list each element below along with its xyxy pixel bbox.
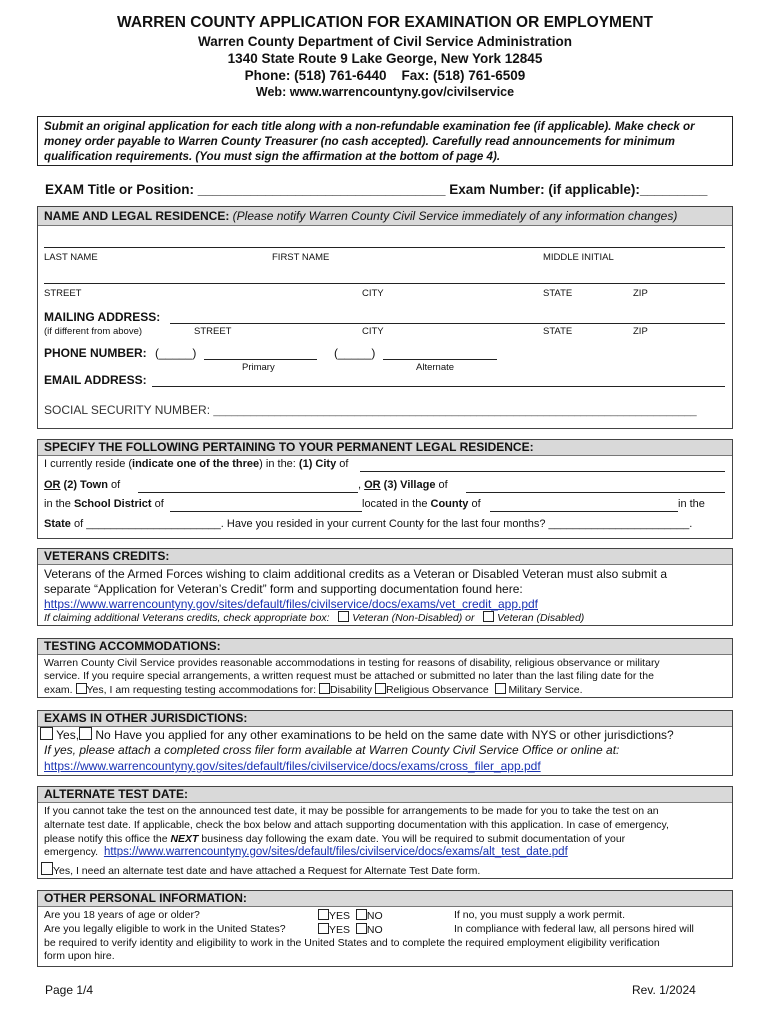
- alternate-text-4-row: [44, 846, 568, 858]
- eligible-options: [318, 923, 383, 936]
- form-title: WARREN COUNTY APPLICATION FOR EXAMINATION OR EMPLOYMENT: [117, 14, 653, 31]
- alternate-text-3: [44, 833, 625, 845]
- mailing-address-label: MAILING ADDRESS:: [44, 310, 161, 324]
- ssn-label: SOCIAL SECURITY NUMBER:: [44, 403, 211, 417]
- web-label: Web: [255, 85, 283, 99]
- personal-info-section: [37, 890, 733, 967]
- zip-label: ZIP: [633, 288, 648, 299]
- residence-heading-title: NAME AND LEGAL RESIDENCE:: [44, 209, 230, 223]
- reside-city-row: [44, 458, 348, 470]
- town-field[interactable]: [138, 492, 358, 493]
- phone-alternate-area[interactable]: (_____): [334, 346, 376, 360]
- in-the-text: in the: [44, 498, 74, 510]
- mailing-street-label: STREET: [194, 326, 232, 337]
- residence-section: [37, 206, 733, 429]
- testing-options-row: [44, 683, 583, 696]
- village-of: of: [435, 479, 448, 491]
- alternate-link[interactable]: https://www.warrencountyny.gov/sites/default/files/civilservice/docs/exams/alt_test_date.pdf: [103, 846, 568, 858]
- alternate-text-2: alternate test date. If applicable, check the box below and attach supporting documentation with this application. In case of emergency,: [44, 819, 669, 831]
- alternate-date-section: [37, 786, 733, 879]
- mailing-note: (if different from above): [44, 326, 143, 337]
- state-field[interactable]: ______________________: [86, 518, 221, 530]
- jurisdictions-link[interactable]: https://www.warrencountyny.gov/sites/default/files/civilservice/docs/exams/cross_filer_app.pdf: [44, 759, 541, 773]
- middle-initial-label: MIDDLE INITIAL: [543, 252, 614, 263]
- testing-yes-label: Yes, I am requesting testing accommodations for:: [86, 684, 317, 696]
- resided-field[interactable]: _______________________: [548, 518, 690, 530]
- state-of: of: [70, 518, 87, 530]
- permanent-residence-section: [37, 439, 733, 539]
- alternate-next: NEXT: [170, 833, 199, 845]
- testing-section: [37, 638, 733, 698]
- school-district-of: of: [151, 498, 164, 510]
- testing-yes-checkbox[interactable]: [76, 683, 87, 694]
- eligible-no-label: NO: [366, 924, 383, 936]
- alternate-text-4: emergency.: [44, 846, 99, 858]
- permanent-heading: SPECIFY THE FOLLOWING PERTAINING TO YOUR PERMANENT LEGAL RESIDENCE:: [38, 440, 732, 456]
- in-the-end: in the: [678, 498, 705, 510]
- alternate-option-row: [41, 862, 480, 877]
- last-name-label: LAST NAME: [44, 252, 98, 263]
- exam-title-label: EXAM Title or Position:: [45, 182, 198, 197]
- jurisdictions-no-checkbox[interactable]: [79, 727, 92, 740]
- reside-city-label: (1) City: [298, 458, 337, 470]
- mailing-address-field[interactable]: [170, 323, 725, 324]
- alternate-yes-label: Yes, I need an alternate test date and have attached a Request for Alternate Test Date form.: [53, 865, 481, 877]
- reside-text-c: ) in the:: [259, 458, 299, 470]
- veterans-heading: VETERANS CREDITS:: [38, 549, 732, 565]
- testing-heading: TESTING ACCOMMODATIONS:: [38, 639, 732, 655]
- jurisdictions-heading: EXAMS IN OTHER JURISDICTIONS:: [38, 711, 732, 727]
- veterans-claim-text: If claiming additional Veterans credits, check appropriate box:: [44, 612, 330, 624]
- age-yes-label: YES: [329, 910, 351, 922]
- village-label: (3) Village: [380, 479, 436, 491]
- exam-title-row: [45, 182, 707, 197]
- veterans-text-2: separate “Application for Veteran’s Credit” form and supporting documentation found here:: [44, 582, 523, 596]
- instructions-box: Submit an original application for each title along with a non-refundable examination fee (if applicable). Make check or money order payable to Warren County Treasurer (no cash accepted). Carefully read announcements for minimum qualification requirements. (You must sign the affirmation at the bottom of page 4).: [37, 116, 733, 166]
- age-note: If no, you must supply a work permit.: [454, 909, 625, 921]
- state-label: STATE: [543, 288, 573, 299]
- department-phone-fax: Phone: (518) 761-6440 Fax: (518) 761-6509: [244, 68, 526, 83]
- phone-label: PHONE NUMBER:: [44, 346, 147, 360]
- email-label: EMAIL ADDRESS:: [44, 373, 147, 387]
- alternate-text-3a: please notify this office the: [44, 833, 171, 845]
- reside-text-b: indicate one of the three: [132, 458, 260, 470]
- age-no-checkbox[interactable]: [356, 909, 367, 920]
- or-3: OR: [364, 479, 381, 491]
- department-address: 1340 State Route 9 Lake George, New York 12845: [227, 51, 543, 66]
- mailing-state-label: STATE: [543, 326, 573, 337]
- military-checkbox[interactable]: [495, 683, 506, 694]
- veteran-nondisabled-checkbox[interactable]: [338, 611, 349, 622]
- reside-city-of: of: [336, 458, 349, 470]
- exam-number-field[interactable]: _________: [639, 182, 708, 197]
- city-field[interactable]: [360, 471, 725, 472]
- school-district-field[interactable]: [170, 511, 362, 512]
- alternate-heading: ALTERNATE TEST DATE:: [38, 787, 732, 803]
- veterans-section: [37, 548, 733, 626]
- jurisdictions-yes-checkbox[interactable]: [40, 727, 53, 740]
- jurisdictions-question: Have you applied for any other examinations to be held on the same date with NYS or other jurisdictions?: [110, 728, 674, 742]
- jurisdictions-section: [37, 710, 733, 776]
- city-label: CITY: [362, 288, 384, 299]
- county-row: [362, 498, 481, 510]
- personal-heading: OTHER PERSONAL INFORMATION:: [38, 891, 732, 907]
- eligible-yes-label: YES: [329, 924, 351, 936]
- jurisdictions-yes-label: Yes,: [56, 728, 80, 742]
- department-name: Warren County Department of Civil Service Administration: [197, 34, 573, 49]
- resided-question: . Have you resided in your current County for the last four months?: [220, 518, 549, 530]
- eligible-note: In compliance with federal law, all persons hired will: [454, 923, 694, 935]
- age-question-label: Are you 18 years of age or older?: [44, 909, 200, 921]
- school-district-row: [44, 498, 164, 510]
- reside-text-a: I currently reside (: [44, 458, 133, 470]
- age-options: [318, 909, 383, 922]
- county-label: County: [430, 498, 469, 510]
- street-field[interactable]: [44, 283, 725, 284]
- web-url: : www.warrencountyny.gov/civilservice: [282, 85, 515, 99]
- primary-label: Primary: [242, 362, 275, 373]
- phone-primary-area[interactable]: (_____): [155, 346, 197, 360]
- exam-title-field[interactable]: _________________________________: [197, 182, 446, 197]
- town-label: (2) Town: [60, 479, 108, 491]
- name-field[interactable]: [44, 247, 725, 248]
- jurisdictions-question-row: [40, 727, 674, 742]
- ssn-field[interactable]: _______________________________________________________________________________: [213, 405, 697, 417]
- town-of: of: [107, 479, 121, 491]
- mailing-city-label: CITY: [362, 326, 384, 337]
- veterans-claim-row: [44, 611, 584, 624]
- jurisdictions-no-label: No: [95, 728, 111, 742]
- school-district-label: School District: [73, 498, 152, 510]
- alternate-text-1: If you cannot take the test on the announced test date, it may be possible for arrangements to be made for you to take the test on an: [44, 805, 659, 817]
- eligible-text-2: be required to verify identity and eligibility to work in the United States and to complete the required employment eligibility verification: [44, 937, 660, 949]
- county-field[interactable]: [490, 511, 678, 512]
- page-number: Page 1/4: [45, 983, 94, 997]
- county-of: of: [468, 498, 481, 510]
- town-village-row: [44, 479, 120, 491]
- disability-label: Disability: [330, 684, 373, 696]
- first-name-label: FIRST NAME: [272, 252, 330, 263]
- resided-end: .: [689, 518, 693, 530]
- religious-label: Religious Observance: [385, 684, 489, 696]
- alternate-label: Alternate: [416, 362, 455, 373]
- testing-text-1: Warren County Civil Service provides reasonable accommodations in testing for reasons of disability, religious observance or military: [44, 657, 660, 669]
- disability-checkbox[interactable]: [319, 683, 330, 694]
- phone-alternate-field[interactable]: [383, 359, 497, 360]
- veterans-text-1: Veterans of the Armed Forces wishing to claim additional credits as a Veteran or Disabled Veteran must also submit a: [44, 567, 667, 581]
- ssn-row: [44, 403, 697, 417]
- state-row: [44, 518, 692, 530]
- eligible-question-label: Are you legally eligible to work in the United States?: [44, 923, 286, 935]
- mailing-zip-label: ZIP: [633, 326, 648, 337]
- or-2: OR: [44, 479, 61, 491]
- jurisdictions-note: If yes, please attach a completed cross filer form available at Warren County Civil Service Office or online at:: [44, 743, 620, 757]
- eligible-yes-checkbox[interactable]: [318, 923, 329, 934]
- veteran-disabled-checkbox[interactable]: [483, 611, 494, 622]
- village-field[interactable]: [466, 492, 725, 493]
- email-field[interactable]: [152, 386, 725, 387]
- military-label: Military Service.: [508, 684, 583, 696]
- residence-heading-note: (Please notify Warren County Civil Service immediately of any information changes): [229, 209, 678, 223]
- eligible-no-checkbox[interactable]: [356, 923, 367, 934]
- state-label: State: [44, 518, 71, 530]
- testing-text-3: exam.: [44, 684, 73, 696]
- veterans-link[interactable]: https://www.warrencountyny.gov/sites/default/files/civilservice/docs/exams/vet_credit_app.pdf: [44, 597, 539, 611]
- alternate-text-3c: business day following the exam date. You will be required to submit documentation of your: [198, 833, 626, 845]
- located-in-text: located in the: [362, 498, 431, 510]
- veteran-nondisabled-label: Veteran (Non-Disabled) or: [349, 612, 475, 624]
- residence-heading: [38, 207, 732, 226]
- testing-text-2: service. If you require special arrangements, a written request must be attached or submitted no later than the last filing date for the: [44, 670, 654, 682]
- phone-primary-field[interactable]: [204, 359, 317, 360]
- street-label: STREET: [44, 288, 82, 299]
- village-label-row: , OR (3) Village of: [358, 479, 448, 491]
- veteran-disabled-label: Veteran (Disabled): [494, 612, 585, 624]
- eligible-text-3: form upon hire.: [44, 950, 115, 962]
- religious-checkbox[interactable]: [375, 683, 386, 694]
- exam-number-label: Exam Number: (if applicable):: [445, 182, 640, 197]
- age-no-label: NO: [366, 910, 383, 922]
- department-web: [0, 85, 770, 99]
- revision: Rev. 1/2024: [632, 983, 696, 997]
- age-yes-checkbox[interactable]: [318, 909, 329, 920]
- alternate-yes-checkbox[interactable]: [41, 862, 53, 875]
